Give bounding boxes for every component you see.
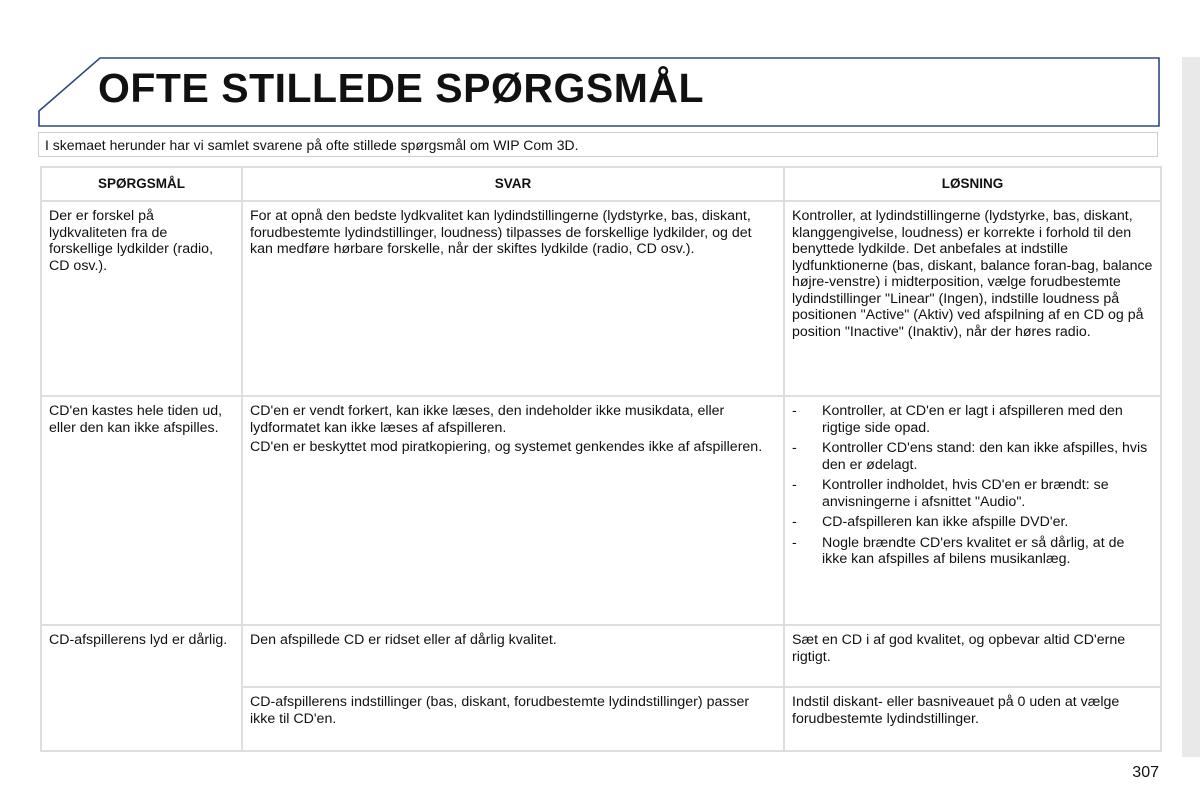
- page-title-banner: [38, 57, 1158, 125]
- page-number: 307: [1132, 764, 1159, 781]
- faq-table: [40, 166, 1162, 752]
- question-cell: CD'en kastes hele tiden ud, eller den kan ikke afspilles.: [41, 396, 242, 625]
- list-item: [792, 514, 1153, 531]
- list-item-text: CD-afspilleren kan ikke afspille DVD'er.: [822, 514, 1069, 530]
- answer-cell: [242, 396, 784, 625]
- answer-cell: For at opnå den bedste lydkvalitet kan lydindstillingerne (lydstyrke, bas, diskant, forudbestemte lydindstillinger, loudness) tilpasses de forskellige lydkilder, og det kan medføre hørbare forskelle, når der skiftes lydkilde (radio, CD osv.).: [242, 201, 784, 396]
- table-row: [41, 625, 1161, 687]
- question-cell: CD-afspillerens lyd er dårlig.: [41, 625, 242, 751]
- solution-cell: Kontroller, at lydindstillingerne (lydstyrke, bas, diskant, klanggengivelse, loudness) er korrekte i forhold til den benyttede lydkilde. Det anbefales at indstille lydfunktionerne (bas, diskant, balance foran-bag, balance højre-venstre) i midterposition, vælge forudbestemte lydindstillinger "Linear" (Ingen), indstille loudness på positionen "Active" (Aktiv) ved afspilning af en CD og på position "Inactive" (Inaktiv), når der høres radio.: [784, 201, 1161, 396]
- table-header-row: [41, 167, 1161, 201]
- table-row: [41, 396, 1161, 625]
- question-cell: Der er forskel på lydkvaliteten fra de forskellige lydkilder (radio, CD osv.).: [41, 201, 242, 396]
- bullet-dash: -: [792, 440, 797, 456]
- answer-cell: Den afspillede CD er ridset eller af dårlig kvalitet.: [242, 625, 784, 687]
- solution-list: [792, 403, 1153, 568]
- bullet-dash: -: [792, 403, 797, 419]
- answer-paragraph: CD'en er vendt forkert, kan ikke læses, den indeholder ikke musikdata, eller lydformatet kan ikke læses af afspilleren.: [250, 403, 725, 436]
- page-title: OFTE STILLEDE SPØRGSMÅL: [98, 65, 705, 111]
- list-item-text: Kontroller CD'ens stand: den kan ikke afspilles, hvis den er ødelagt.: [822, 440, 1148, 473]
- list-item-text: Kontroller, at CD'en er lagt i afspilleren med den rigtige side opad.: [822, 403, 1123, 436]
- bullet-dash: -: [792, 534, 797, 551]
- column-header-question: SPØRGSMÅL: [41, 167, 242, 201]
- list-item: [792, 535, 1153, 568]
- column-header-answer: SVAR: [242, 167, 784, 201]
- solution-cell: Sæt en CD i af god kvalitet, og opbevar altid CD'erne rigtigt.: [784, 625, 1161, 687]
- answer-paragraph: CD'en er beskyttet mod piratkopiering, og systemet genkendes ikke af afspilleren.: [250, 439, 763, 455]
- list-item: [792, 477, 1153, 510]
- intro-text: I skemaet herunder har vi samlet svarene på ofte stillede spørgsmål om WIP Com 3D.: [38, 132, 1158, 157]
- list-item-text: Nogle brændte CD'ers kvalitet er så dårlig, at de ikke kan afspilles af bilens musikanlæg.: [822, 534, 1125, 567]
- chapter-side-tab: [1182, 57, 1200, 757]
- solution-cell: [784, 396, 1161, 625]
- list-item-text: Kontroller indholdet, hvis CD'en er brændt: se anvisningerne i afsnittet "Audio".: [822, 477, 1109, 510]
- bullet-dash: -: [792, 514, 797, 530]
- list-item: [792, 403, 1153, 436]
- solution-cell: Indstil diskant- eller basniveauet på 0 uden at vælge forudbestemte lydindstillinger.: [784, 687, 1161, 751]
- bullet-dash: -: [792, 477, 797, 493]
- table-row: [41, 201, 1161, 396]
- answer-cell: CD-afspillerens indstillinger (bas, diskant, forudbestemte lydindstillinger) passer ikke til CD'en.: [242, 687, 784, 751]
- column-header-solution: LØSNING: [784, 167, 1161, 201]
- list-item: [792, 440, 1153, 473]
